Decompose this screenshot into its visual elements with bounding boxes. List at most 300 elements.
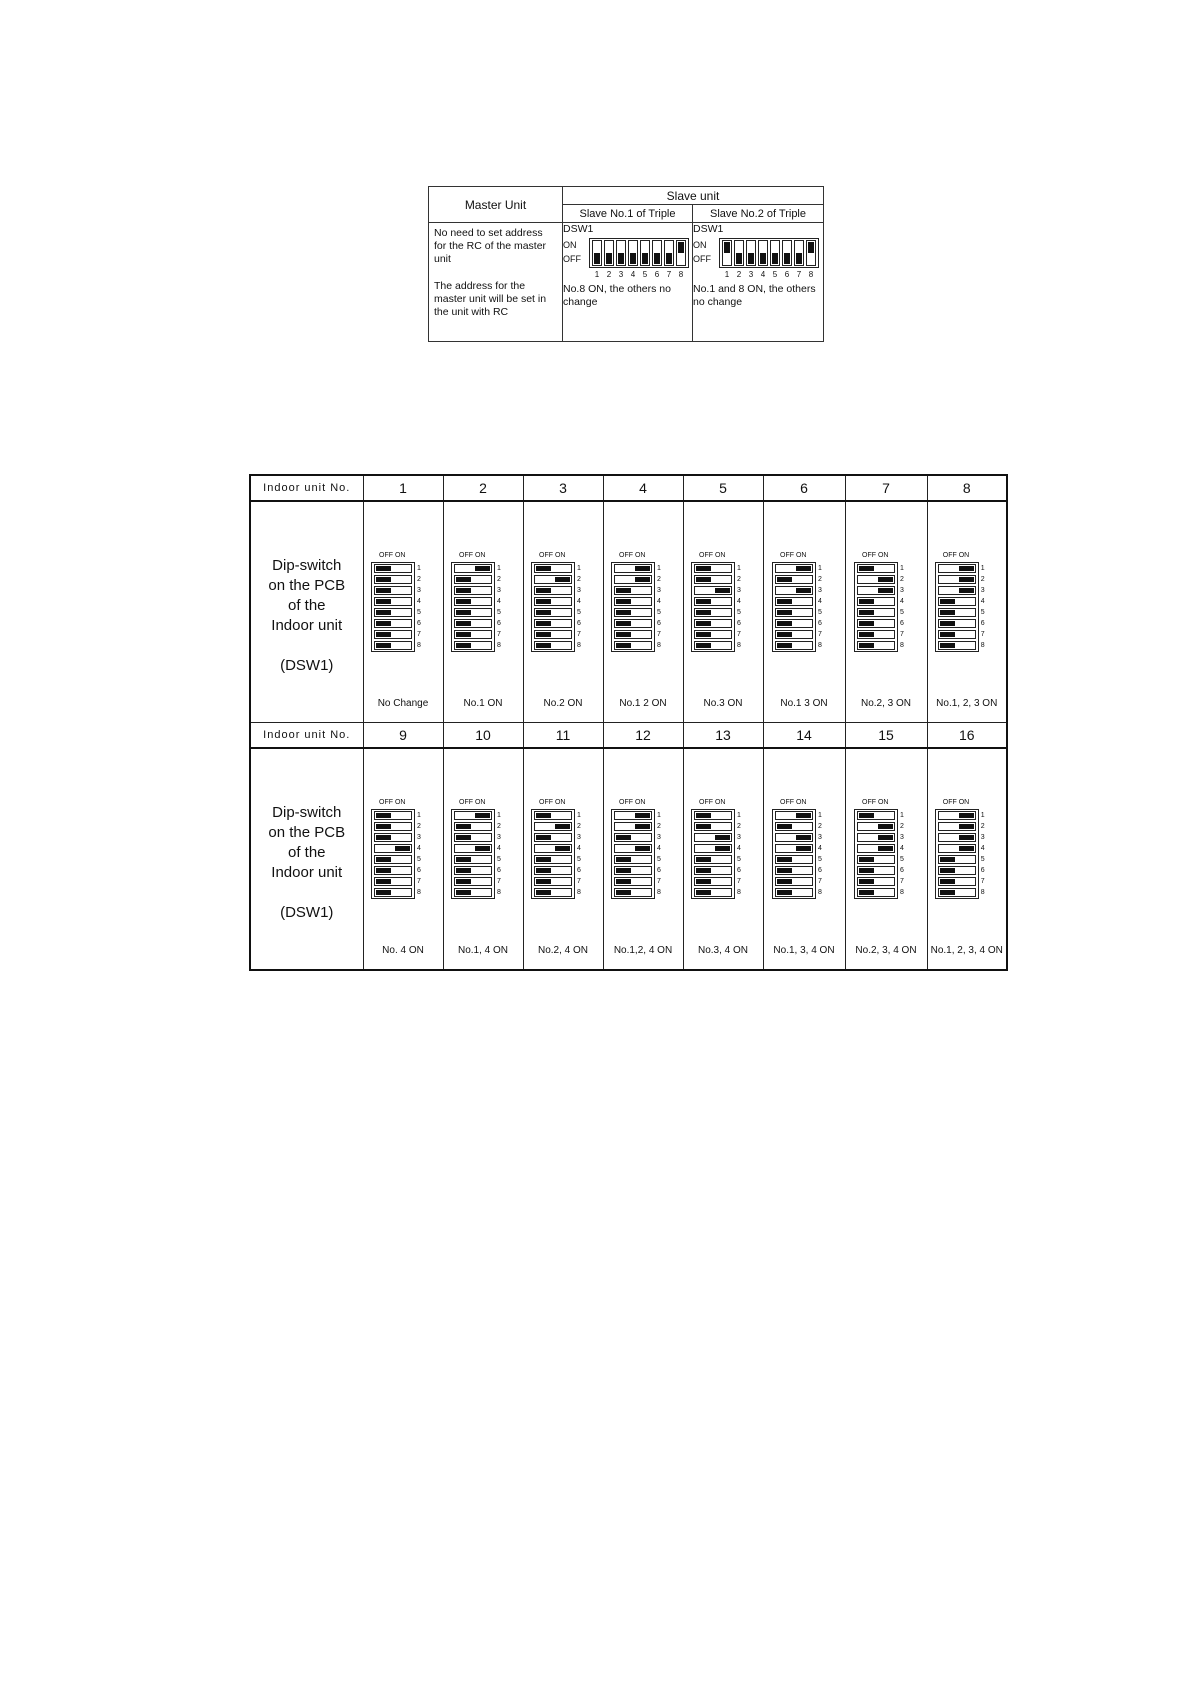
switch-knob bbox=[376, 577, 391, 582]
switch-number: 2 bbox=[900, 576, 904, 583]
switch-numbers bbox=[735, 562, 741, 652]
dip-body bbox=[772, 562, 836, 652]
dip-switch-5 bbox=[857, 608, 895, 617]
on-off-labels bbox=[693, 238, 719, 266]
dip-switch-6 bbox=[782, 240, 792, 266]
dip-switch-3 bbox=[746, 240, 756, 266]
switch-knob bbox=[616, 890, 631, 895]
switch-number: 1 bbox=[737, 812, 741, 819]
dip-switch-block bbox=[371, 799, 435, 899]
switch-number: 2 bbox=[417, 576, 421, 583]
switch-number: 8 bbox=[577, 889, 581, 896]
dip-switch-4 bbox=[938, 597, 976, 606]
slave1-switch-bank bbox=[589, 238, 689, 268]
switch-number: 1 bbox=[497, 565, 501, 572]
dip-switch-block bbox=[935, 552, 999, 652]
dip-switch-1 bbox=[374, 811, 412, 820]
switch-knob bbox=[616, 857, 631, 862]
switch-number: 5 bbox=[417, 609, 421, 616]
dip-switch-4 bbox=[628, 240, 638, 266]
switch-number: 4 bbox=[818, 598, 822, 605]
dip-switch-7 bbox=[938, 877, 976, 886]
dip-switch-1 bbox=[722, 240, 732, 266]
dip-switch-4 bbox=[694, 597, 732, 606]
switch-knob bbox=[456, 577, 471, 582]
switch-knob bbox=[696, 566, 711, 571]
switch-number: 3 bbox=[980, 834, 985, 841]
on-off-labels bbox=[563, 238, 589, 266]
dip-switch-8 bbox=[694, 888, 732, 897]
switch-number: 4 bbox=[577, 598, 581, 605]
switch-knob bbox=[654, 253, 660, 264]
switch-knob bbox=[536, 566, 551, 571]
dip-body bbox=[451, 809, 515, 899]
dip-switch-2 bbox=[614, 822, 652, 831]
switch-number: 1 bbox=[818, 565, 822, 572]
switch-knob bbox=[777, 599, 792, 604]
dipswitch-cell bbox=[523, 501, 603, 723]
dip-switch-4 bbox=[758, 240, 768, 266]
switch-number: 4 bbox=[417, 598, 421, 605]
dip-switch-1 bbox=[938, 564, 976, 573]
switch-number: 7 bbox=[737, 878, 741, 885]
switch-number: 7 bbox=[657, 631, 661, 638]
switch-number: 5 bbox=[900, 609, 904, 616]
dip-switch-1 bbox=[938, 811, 976, 820]
switch-number: 1 bbox=[657, 812, 661, 819]
dipswitch-cell bbox=[683, 748, 763, 970]
switch-number: 1 bbox=[497, 812, 501, 819]
dip-switch-6 bbox=[857, 866, 895, 875]
switch-knob bbox=[635, 813, 650, 818]
switch-knob bbox=[696, 621, 711, 626]
switch-knob bbox=[859, 632, 874, 637]
slave1-note: No.8 ON, the others no change bbox=[563, 283, 671, 308]
switch-number: 6 bbox=[737, 867, 741, 874]
switch-number: 8 bbox=[657, 889, 661, 896]
switch-number: 2 bbox=[497, 823, 501, 830]
switch-knob bbox=[666, 253, 672, 264]
switch-knob bbox=[959, 824, 974, 829]
switch-number: 1 bbox=[657, 565, 661, 572]
dipswitch-cell bbox=[845, 748, 927, 970]
setting-caption: No.2, 3, 4 ON bbox=[855, 945, 917, 956]
row-label bbox=[250, 501, 363, 723]
switch-number: 7 bbox=[577, 631, 581, 638]
switch-knob bbox=[760, 253, 766, 264]
dip-switch-5 bbox=[534, 855, 572, 864]
switch-knob bbox=[616, 621, 631, 626]
switch-number: 4 bbox=[630, 270, 636, 279]
dip-switch-1 bbox=[694, 811, 732, 820]
dip-switch-7 bbox=[454, 630, 492, 639]
dip-switch-8 bbox=[534, 641, 572, 650]
switch-number: 6 bbox=[497, 620, 501, 627]
dip-switch-2 bbox=[734, 240, 744, 266]
switch-knob bbox=[696, 813, 711, 818]
dip-switch-8 bbox=[454, 888, 492, 897]
dip-switch-6 bbox=[938, 866, 976, 875]
switch-number: 4 bbox=[760, 270, 766, 279]
switch-knob bbox=[376, 890, 391, 895]
switch-knob bbox=[940, 868, 955, 873]
switch-numbers bbox=[979, 562, 985, 652]
setting-caption: No.1, 3, 4 ON bbox=[773, 945, 835, 956]
setting-caption: No.2, 4 ON bbox=[537, 945, 589, 956]
switch-knob bbox=[777, 890, 792, 895]
dip-switch-3 bbox=[454, 833, 492, 842]
dip-switch-8 bbox=[534, 888, 572, 897]
unit-number: 1 bbox=[363, 475, 443, 501]
switch-knob bbox=[796, 813, 811, 818]
switch-knob bbox=[777, 610, 792, 615]
dip-switch-4 bbox=[857, 844, 895, 853]
switch-number: 8 bbox=[657, 642, 661, 649]
switch-number: 4 bbox=[900, 845, 904, 852]
switch-knob bbox=[376, 621, 391, 626]
dip-off-on-header: OFF ON bbox=[539, 552, 566, 559]
switch-number: 6 bbox=[980, 867, 985, 874]
switch-number: 3 bbox=[737, 587, 741, 594]
switch-number: 7 bbox=[818, 878, 822, 885]
switch-number: 1 bbox=[417, 565, 421, 572]
off-label: OFF bbox=[563, 254, 581, 264]
switch-number: 2 bbox=[657, 823, 661, 830]
dip-body bbox=[371, 562, 435, 652]
switch-number: 5 bbox=[577, 856, 581, 863]
switch-number: 3 bbox=[980, 587, 985, 594]
switch-knob bbox=[536, 643, 551, 648]
switch-knob bbox=[376, 879, 391, 884]
switch-number: 7 bbox=[900, 878, 904, 885]
switch-number: 1 bbox=[818, 812, 822, 819]
switch-knob bbox=[555, 846, 570, 851]
switch-knob bbox=[878, 835, 893, 840]
switch-knob bbox=[616, 643, 631, 648]
dip-switch-5 bbox=[454, 608, 492, 617]
dip-switch-7 bbox=[454, 877, 492, 886]
switch-number: 3 bbox=[657, 587, 661, 594]
switch-knob bbox=[376, 610, 391, 615]
switch-number: 5 bbox=[657, 609, 661, 616]
dip-switch-block bbox=[611, 552, 675, 652]
switch-bank bbox=[531, 809, 575, 899]
master-note-cell bbox=[429, 223, 563, 342]
switch-number: 6 bbox=[980, 620, 985, 627]
switch-number: 4 bbox=[657, 598, 661, 605]
dip-switch-3 bbox=[616, 240, 626, 266]
dip-switch-7 bbox=[938, 630, 976, 639]
dip-switch-2 bbox=[775, 575, 813, 584]
dip-switch-2 bbox=[454, 822, 492, 831]
switch-knob bbox=[536, 610, 551, 615]
switch-knob bbox=[456, 643, 471, 648]
switch-knob bbox=[536, 599, 551, 604]
dip-switch-6 bbox=[694, 619, 732, 628]
switch-knob bbox=[796, 846, 811, 851]
switch-number: 8 bbox=[900, 889, 904, 896]
switch-knob bbox=[878, 588, 893, 593]
dip-switch-2 bbox=[374, 575, 412, 584]
dip-switch-5 bbox=[938, 608, 976, 617]
setting-caption: No.1,2, 4 ON bbox=[613, 945, 673, 956]
dip-switch-6 bbox=[454, 866, 492, 875]
dipswitch-cell bbox=[683, 501, 763, 723]
switch-number: 2 bbox=[497, 576, 501, 583]
dip-switch-3 bbox=[938, 833, 976, 842]
switch-number: 8 bbox=[818, 889, 822, 896]
dip-switch-2 bbox=[374, 822, 412, 831]
dip-switch-3 bbox=[614, 586, 652, 595]
switch-numbers bbox=[735, 809, 741, 899]
indoor-unit-dipswitch-table bbox=[249, 474, 1008, 971]
dip-switch-block bbox=[772, 799, 836, 899]
dip-body bbox=[854, 809, 918, 899]
master-unit-header: Master Unit bbox=[429, 187, 563, 223]
slave1-header: Slave No.1 of Triple bbox=[563, 205, 693, 223]
switch-knob bbox=[959, 813, 974, 818]
dip-off-on-header: OFF ON bbox=[862, 552, 889, 559]
master-slave-table bbox=[428, 186, 824, 342]
dip-switch-2 bbox=[694, 575, 732, 584]
switch-number: 1 bbox=[594, 270, 600, 279]
switch-number: 6 bbox=[577, 620, 581, 627]
dip-switch-3 bbox=[857, 833, 895, 842]
switch-knob bbox=[376, 588, 391, 593]
dip-switch-block bbox=[935, 799, 999, 899]
switch-knob bbox=[959, 588, 974, 593]
switch-knob bbox=[940, 599, 955, 604]
dip-switch-1 bbox=[534, 564, 572, 573]
switch-number: 5 bbox=[980, 609, 985, 616]
switch-knob bbox=[724, 242, 730, 253]
dipswitch-cell bbox=[845, 501, 927, 723]
dipswitch-cell bbox=[523, 748, 603, 970]
switch-number: 1 bbox=[980, 565, 985, 572]
dipswitch-cell bbox=[603, 501, 683, 723]
slave1-cell bbox=[563, 223, 693, 342]
dip-switch-2 bbox=[534, 822, 572, 831]
dip-switch-7 bbox=[374, 877, 412, 886]
switch-number: 4 bbox=[737, 598, 741, 605]
unit-number-row bbox=[250, 475, 1007, 501]
dipswitch-cell bbox=[927, 748, 1007, 970]
dip-switch-7 bbox=[664, 240, 674, 266]
dip-switch-1 bbox=[454, 811, 492, 820]
switch-number: 5 bbox=[980, 856, 985, 863]
switch-bank bbox=[854, 809, 898, 899]
dipswitch-cell bbox=[763, 501, 845, 723]
dip-switch-7 bbox=[374, 630, 412, 639]
dip-switch-6 bbox=[614, 866, 652, 875]
switch-number: 5 bbox=[772, 270, 778, 279]
setting-caption: No.3 ON bbox=[703, 698, 743, 709]
unit-number: 2 bbox=[443, 475, 523, 501]
dip-switch-block bbox=[854, 552, 918, 652]
switch-number: 1 bbox=[417, 812, 421, 819]
switch-knob bbox=[959, 577, 974, 582]
dip-switch-7 bbox=[614, 630, 652, 639]
dip-switch-4 bbox=[775, 597, 813, 606]
switch-numbers bbox=[816, 809, 822, 899]
switch-number: 7 bbox=[737, 631, 741, 638]
switch-number: 7 bbox=[900, 631, 904, 638]
switch-knob bbox=[696, 857, 711, 862]
switch-knob bbox=[376, 632, 391, 637]
switch-number: 3 bbox=[417, 587, 421, 594]
dip-off-on-header: OFF ON bbox=[539, 799, 566, 806]
dip-switch-8 bbox=[775, 888, 813, 897]
switch-knob bbox=[748, 253, 754, 264]
switch-number: 3 bbox=[818, 834, 822, 841]
switch-number: 7 bbox=[577, 878, 581, 885]
switch-number: 5 bbox=[417, 856, 421, 863]
dip-switch-2 bbox=[614, 575, 652, 584]
switch-bank bbox=[935, 809, 979, 899]
dip-switch-7 bbox=[614, 877, 652, 886]
switch-knob bbox=[630, 253, 636, 264]
setting-caption: No Change bbox=[377, 698, 429, 709]
dipswitch-cell bbox=[763, 748, 845, 970]
switch-number: 8 bbox=[417, 889, 421, 896]
off-label: OFF bbox=[693, 254, 711, 264]
dip-switch-3 bbox=[775, 586, 813, 595]
dip-switch-2 bbox=[857, 575, 895, 584]
switch-knob bbox=[475, 566, 490, 571]
switch-knob bbox=[376, 813, 391, 818]
switch-number: 5 bbox=[737, 609, 741, 616]
dipswitch-cell bbox=[443, 501, 523, 723]
dip-switch-7 bbox=[775, 630, 813, 639]
dip-off-on-header: OFF ON bbox=[942, 799, 970, 806]
switch-knob bbox=[536, 857, 551, 862]
switch-knob bbox=[696, 577, 711, 582]
switch-knob bbox=[536, 890, 551, 895]
dip-switch-7 bbox=[794, 240, 804, 266]
dip-body bbox=[691, 809, 755, 899]
dip-switch-block bbox=[451, 552, 515, 652]
dip-switch-2 bbox=[938, 575, 976, 584]
switch-number: 3 bbox=[618, 270, 624, 279]
switch-number: 7 bbox=[818, 631, 822, 638]
switch-number: 8 bbox=[577, 642, 581, 649]
switch-number: 2 bbox=[736, 270, 742, 279]
dip-switch-2 bbox=[938, 822, 976, 831]
switch-knob bbox=[784, 253, 790, 264]
switch-number: 2 bbox=[737, 823, 741, 830]
unit-number: 7 bbox=[845, 475, 927, 501]
setting-caption: No.1, 2, 3, 4 ON bbox=[930, 945, 1003, 956]
switch-knob bbox=[616, 588, 631, 593]
label-line: of the bbox=[287, 844, 326, 861]
slave2-switch-bank bbox=[719, 238, 819, 268]
unit-number: 3 bbox=[523, 475, 603, 501]
switch-knob bbox=[376, 868, 391, 873]
label-line: Indoor unit bbox=[271, 617, 343, 634]
unit-number: 12 bbox=[603, 723, 683, 749]
setting-caption: No.1 3 ON bbox=[780, 698, 828, 709]
dip-switch-2 bbox=[534, 575, 572, 584]
dip-switch-4 bbox=[374, 844, 412, 853]
switch-number: 2 bbox=[577, 576, 581, 583]
dip-switch-2 bbox=[694, 822, 732, 831]
switch-number: 3 bbox=[497, 587, 501, 594]
switch-knob bbox=[395, 846, 410, 851]
switch-number: 3 bbox=[657, 834, 661, 841]
switch-knob bbox=[456, 588, 471, 593]
dip-off-on-header: OFF ON bbox=[619, 552, 646, 559]
switch-number: 1 bbox=[900, 565, 904, 572]
switch-knob bbox=[696, 643, 711, 648]
unit-number: 8 bbox=[927, 475, 1007, 501]
switch-knob bbox=[536, 868, 551, 873]
switch-number: 4 bbox=[657, 845, 661, 852]
switch-knob bbox=[616, 879, 631, 884]
switch-knob bbox=[616, 868, 631, 873]
switch-number: 4 bbox=[417, 845, 421, 852]
slave2-dipswitch bbox=[693, 238, 823, 281]
switch-number: 2 bbox=[818, 576, 822, 583]
dip-switch-7 bbox=[857, 630, 895, 639]
dip-switch-6 bbox=[534, 619, 572, 628]
dipswitch-row bbox=[250, 748, 1007, 970]
unit-number: 11 bbox=[523, 723, 603, 749]
on-label: ON bbox=[563, 240, 577, 250]
label-line: Dip-switch bbox=[272, 557, 342, 574]
switch-knob bbox=[940, 632, 955, 637]
switch-knob bbox=[635, 846, 650, 851]
dip-switch-3 bbox=[374, 586, 412, 595]
switch-bank bbox=[611, 562, 655, 652]
dip-body bbox=[935, 562, 999, 652]
dip-switch-6 bbox=[857, 619, 895, 628]
switch-knob bbox=[940, 621, 955, 626]
switch-number: 4 bbox=[980, 598, 985, 605]
switch-numbers bbox=[816, 562, 822, 652]
switch-knob bbox=[859, 621, 874, 626]
setting-caption: No.1, 2, 3 ON bbox=[936, 698, 998, 709]
switch-knob bbox=[696, 879, 711, 884]
dipswitch-cell bbox=[363, 501, 443, 723]
switch-knob bbox=[859, 879, 874, 884]
switch-knob bbox=[777, 879, 792, 884]
switch-knob bbox=[777, 868, 792, 873]
switch-knob bbox=[642, 253, 648, 264]
dip-switch-6 bbox=[534, 866, 572, 875]
master-note-2: The address for the master unit will be set in the unit with RC bbox=[434, 280, 547, 318]
on-label: ON bbox=[693, 240, 707, 250]
dip-body bbox=[772, 809, 836, 899]
dip-off-on-header: OFF ON bbox=[862, 799, 889, 806]
switch-number: 6 bbox=[497, 867, 501, 874]
dip-switch-8 bbox=[775, 641, 813, 650]
switch-knob bbox=[940, 610, 955, 615]
switch-number: 7 bbox=[497, 878, 501, 885]
switch-knob bbox=[859, 857, 874, 862]
switch-knob bbox=[696, 890, 711, 895]
dip-switch-2 bbox=[775, 822, 813, 831]
switch-numbers bbox=[979, 809, 985, 899]
dip-switch-5 bbox=[614, 855, 652, 864]
switch-numbers bbox=[495, 809, 501, 899]
switch-number: 6 bbox=[784, 270, 790, 279]
switch-knob bbox=[715, 588, 730, 593]
switch-knob bbox=[878, 824, 893, 829]
switch-knob bbox=[456, 868, 471, 873]
switch-number: 2 bbox=[900, 823, 904, 830]
dip-switch-8 bbox=[614, 888, 652, 897]
dip-switch-1 bbox=[614, 811, 652, 820]
